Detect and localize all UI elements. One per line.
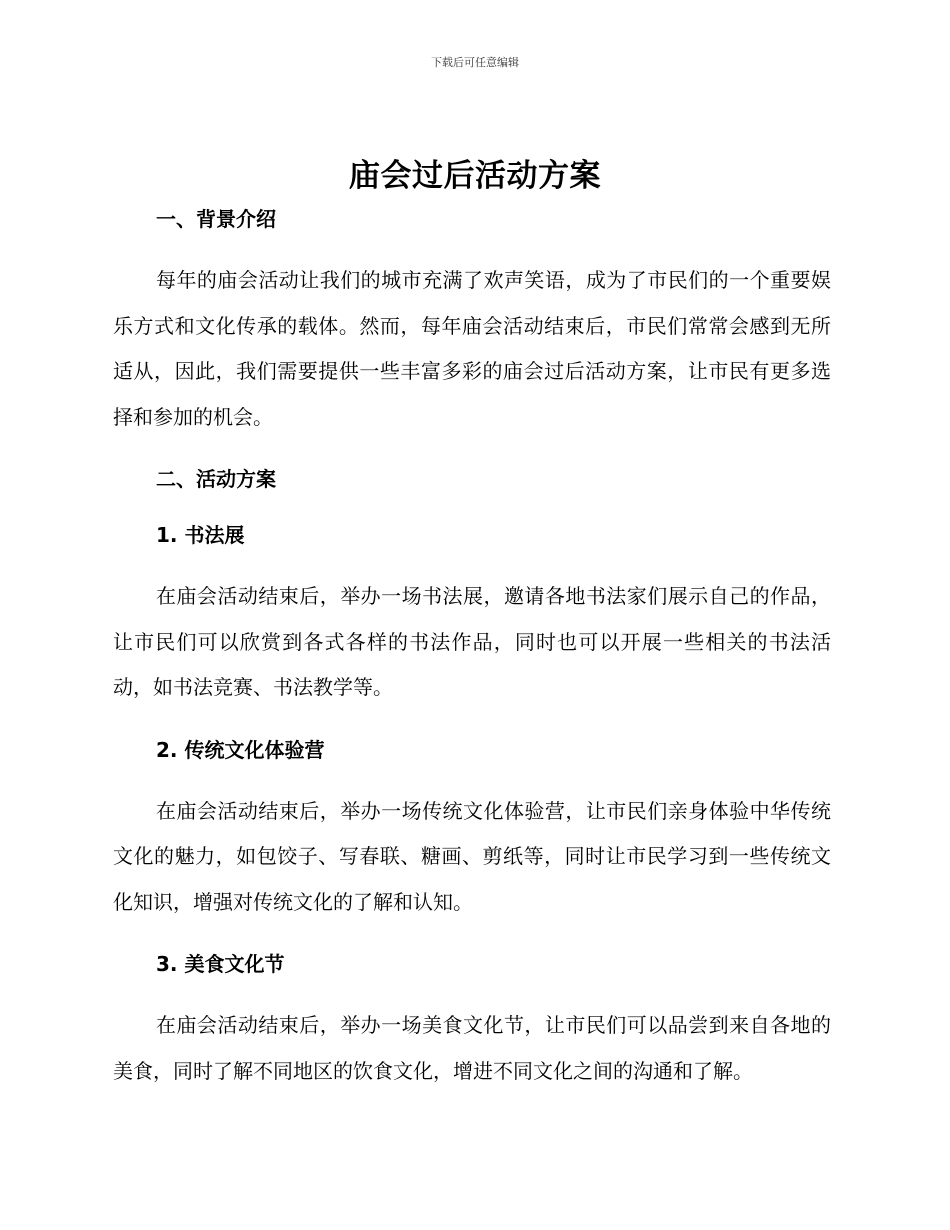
paragraph-calligraphy: 在庙会活动结束后，举办一场书法展，邀请各地书法家们展示自己的作品，让市民们可以欣赏到各式各样的书法作品，同时也可以开展一些相关的书法活动，如书法竞赛、书法教学等。 bbox=[113, 584, 831, 699]
section-heading-plan: 二、活动方案 bbox=[156, 467, 276, 491]
item-heading-culture-camp: 2. 传统文化体验营 bbox=[156, 737, 325, 762]
header-note: 下载后可任意编辑 bbox=[431, 56, 519, 69]
paragraph-food-festival: 在庙会活动结束后，举办一场美食文化节，让市民们可以品尝到来自各地的美食，同时了解不同地区的饮食文化，增进不同文化之间的沟通和了解。 bbox=[113, 1013, 831, 1083]
paragraph-culture-camp: 在庙会活动结束后，举办一场传统文化体验营，让市民们亲身体验中华传统文化的魅力，如包饺子、写春联、糖画、剪纸等，同时让市民学习到一些传统文化知识，增强对传统文化的了解和认知。 bbox=[113, 798, 831, 914]
item-heading-calligraphy: 1. 书法展 bbox=[156, 523, 245, 547]
item-heading-food-festival: 3. 美食文化节 bbox=[156, 952, 285, 976]
document-body bbox=[113, 202, 831, 1094]
paragraph-background: 每年的庙会活动让我们的城市充满了欢声笑语，成为了市民们的一个重要娱乐方式和文化传承的载体。然而，每年庙会活动结束后，市民们常常会感到无所适从，因此，我们需要提供一些丰富多彩的庙会过后活动方案，让市民有更多选择和参加的机会。 bbox=[113, 268, 831, 429]
section-heading-background: 一、背景介绍 bbox=[156, 207, 276, 231]
document-title: 庙会过后活动方案 bbox=[349, 158, 601, 194]
